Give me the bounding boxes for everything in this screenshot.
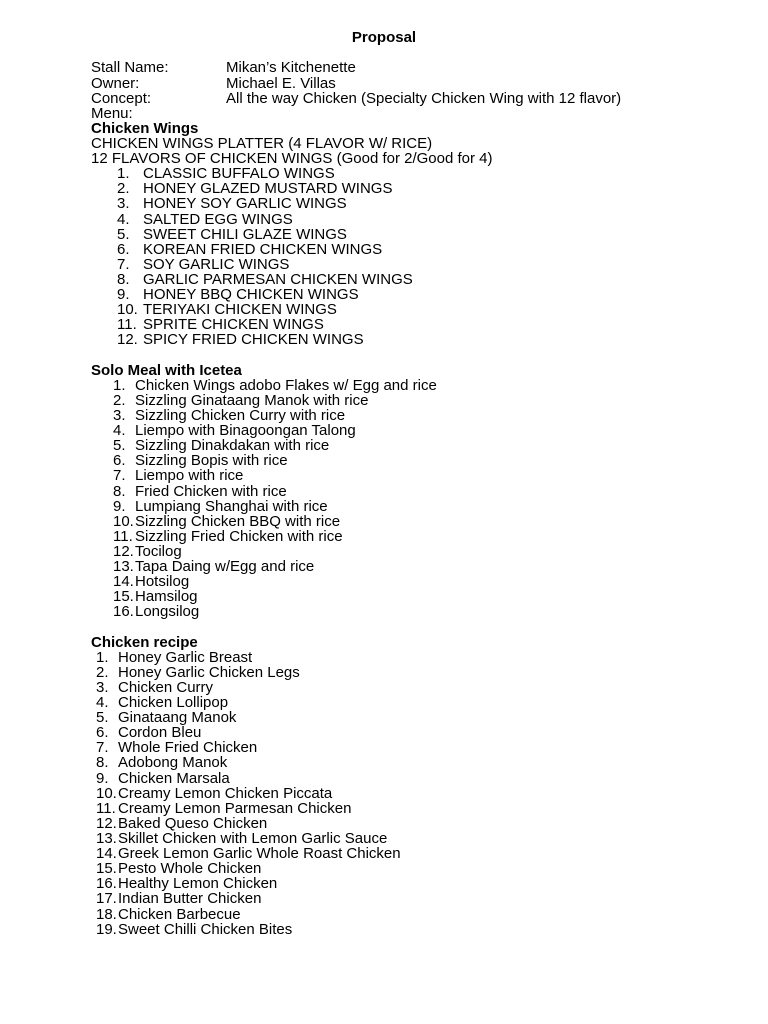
blank-line <box>91 619 731 634</box>
list-number: 18. <box>96 905 117 923</box>
list-number: 1. <box>96 648 109 666</box>
list-item-text: Whole Fried Chicken <box>118 739 258 757</box>
list-number: 1. <box>117 165 130 183</box>
list-item <box>91 786 731 801</box>
list-number: 2. <box>96 663 109 681</box>
list-item <box>91 801 731 816</box>
list-number: 14. <box>113 573 134 591</box>
detail-row-menu <box>91 106 731 121</box>
list-item-text: Honey Garlic Chicken Legs <box>118 663 300 681</box>
list-number: 16. <box>96 875 117 893</box>
list-number: 2. <box>113 391 126 409</box>
list-number: 15. <box>113 588 134 606</box>
list-number: 11. <box>117 316 137 334</box>
list-number: 9. <box>117 286 130 304</box>
list-item-text: HONEY SOY GARLIC WINGS <box>143 195 347 213</box>
list-number: 6. <box>96 724 109 742</box>
list-item <box>91 438 731 453</box>
list-number: 10. <box>96 784 117 802</box>
list-number: 4. <box>96 694 109 712</box>
list-item <box>91 514 731 529</box>
section-heading-chicken-wings: Chicken Wings <box>91 119 199 137</box>
list-item-text: Ginataang Manok <box>118 709 237 727</box>
list-number: 19. <box>96 920 117 938</box>
list-item-text: Creamy Lemon Parmesan Chicken <box>118 799 352 817</box>
list-number: 5. <box>96 709 109 727</box>
list-item-text: Baked Queso Chicken <box>118 814 268 832</box>
chicken-wings-flavor-list <box>91 166 731 347</box>
section-heading-solo-meal: Solo Meal with Icetea <box>91 361 242 379</box>
list-item <box>91 453 731 468</box>
list-number: 4. <box>113 422 126 440</box>
list-number: 13. <box>96 830 117 848</box>
list-item <box>91 907 731 922</box>
list-item-text: Adobong Manok <box>118 754 228 772</box>
platter-line: CHICKEN WINGS PLATTER (4 FLAVOR W/ RICE) <box>91 134 433 152</box>
detail-label: Owner: <box>91 74 140 92</box>
list-item-text: Cordon Bleu <box>118 724 202 742</box>
list-number: 2. <box>117 180 130 198</box>
section-heading-chicken-recipe: Chicken recipe <box>91 633 198 651</box>
list-number: 3. <box>117 195 130 213</box>
list-item-text: SALTED EGG WINGS <box>143 210 293 228</box>
list-number: 6. <box>113 452 126 470</box>
document-title: Proposal <box>351 29 417 46</box>
list-item <box>91 423 731 438</box>
list-item <box>91 317 731 332</box>
list-item <box>91 393 731 408</box>
list-item-text: Healthy Lemon Chicken <box>118 875 278 893</box>
list-item <box>91 740 731 755</box>
list-item-text: SPRITE CHICKEN WINGS <box>143 316 324 334</box>
list-item <box>91 499 731 514</box>
list-item-text: Chicken Curry <box>118 678 214 696</box>
detail-label: Concept: <box>91 89 152 107</box>
list-item <box>91 302 731 317</box>
chicken-recipe-list <box>91 650 731 937</box>
list-item <box>91 665 731 680</box>
list-number: 9. <box>113 497 126 515</box>
list-item-text: Tapa Daing w/Egg and rice <box>135 558 315 576</box>
list-item-text: Sizzling Dinakdakan with rice <box>135 437 330 455</box>
list-item <box>91 604 731 619</box>
list-item-text: TERIYAKI CHICKEN WINGS <box>143 301 337 319</box>
list-item <box>91 212 731 227</box>
detail-row-stall-name <box>91 60 731 75</box>
list-number: 4. <box>117 210 130 228</box>
list-number: 8. <box>113 482 126 500</box>
list-item-text: SOY GARLIC WINGS <box>143 255 290 273</box>
list-item <box>91 589 731 604</box>
list-item <box>91 861 731 876</box>
list-item <box>91 650 731 665</box>
list-item-text: Pesto Whole Chicken <box>118 860 262 878</box>
list-item-text: Tocilog <box>135 542 182 560</box>
list-item <box>91 725 731 740</box>
list-item-text: Chicken Lollipop <box>118 694 229 712</box>
list-item-text: Indian Butter Chicken <box>118 890 262 908</box>
list-item-text: Chicken Barbecue <box>118 905 241 923</box>
list-number: 13. <box>113 558 134 576</box>
list-item <box>91 287 731 302</box>
list-item-text: Creamy Lemon Chicken Piccata <box>118 784 333 802</box>
list-item <box>91 484 731 499</box>
solo-meal-list <box>91 378 731 620</box>
list-item <box>91 891 731 906</box>
list-item-text: CLASSIC BUFFALO WINGS <box>143 165 335 183</box>
list-item-text: Greek Lemon Garlic Whole Roast Chicken <box>118 845 401 863</box>
list-item-text: Sizzling Fried Chicken with rice <box>135 527 343 545</box>
list-item-text: Longsilog <box>135 603 200 621</box>
detail-label: Stall Name: <box>91 59 169 77</box>
detail-value: Mikan’s Kitchenette <box>226 59 356 77</box>
list-number: 10. <box>113 512 134 530</box>
list-item <box>91 408 731 423</box>
list-item-text: Liempo with Binagoongan Talong <box>135 422 356 440</box>
list-item <box>91 559 731 574</box>
list-item <box>91 544 731 559</box>
list-item-text: Honey Garlic Breast <box>118 648 253 666</box>
list-item <box>91 831 731 846</box>
list-number: 9. <box>96 769 109 787</box>
detail-value: Michael E. Villas <box>226 74 336 92</box>
list-number: 8. <box>117 270 130 288</box>
list-number: 1. <box>113 376 126 394</box>
list-item-text: Sizzling Chicken Curry with rice <box>135 406 346 424</box>
list-item <box>91 468 731 483</box>
list-item-text: Liempo with rice <box>135 467 244 485</box>
list-item-text: KOREAN FRIED CHICKEN WINGS <box>143 240 383 258</box>
detail-label: Menu: <box>91 104 133 122</box>
list-item-text: HONEY GLAZED MUSTARD WINGS <box>143 180 393 198</box>
list-item <box>91 227 731 242</box>
list-item-text: Chicken Marsala <box>118 769 230 787</box>
list-item-text: Chicken Wings adobo Flakes w/ Egg and rice <box>135 376 437 394</box>
list-number: 7. <box>117 255 130 273</box>
list-item-text: SWEET CHILI GLAZE WINGS <box>143 225 347 243</box>
list-item-text: SPICY FRIED CHICKEN WINGS <box>143 331 364 349</box>
list-item-text: Lumpiang Shanghai with rice <box>135 497 328 515</box>
list-number: 11. <box>113 527 133 545</box>
proposal-body <box>91 60 731 936</box>
list-item <box>91 272 731 287</box>
list-number: 3. <box>113 406 126 424</box>
list-item <box>91 242 731 257</box>
list-number: 17. <box>96 890 117 908</box>
list-item-text: Skillet Chicken with Lemon Garlic Sauce <box>118 830 388 848</box>
list-number: 5. <box>113 437 126 455</box>
list-number: 11. <box>96 799 116 817</box>
list-item <box>91 257 731 272</box>
list-item <box>91 755 731 770</box>
list-item <box>91 166 731 181</box>
list-item-text: GARLIC PARMESAN CHICKEN WINGS <box>143 270 413 288</box>
list-item <box>91 680 731 695</box>
list-item <box>91 695 731 710</box>
list-number: 5. <box>117 225 130 243</box>
list-item-text: Hotsilog <box>135 573 190 591</box>
list-number: 12. <box>113 542 134 560</box>
list-number: 10. <box>117 301 138 319</box>
list-item <box>91 876 731 891</box>
list-item-text: Sizzling Bopis with rice <box>135 452 288 470</box>
list-item-text: Sizzling Ginataang Manok with rice <box>135 391 369 409</box>
list-item-text: HONEY BBQ CHICKEN WINGS <box>143 286 359 304</box>
list-number: 15. <box>96 860 117 878</box>
detail-row-concept <box>91 91 731 106</box>
list-number: 12. <box>117 331 138 349</box>
list-item <box>91 196 731 211</box>
list-number: 7. <box>113 467 126 485</box>
list-item <box>91 181 731 196</box>
detail-row-owner <box>91 76 731 91</box>
flavors-line: 12 FLAVORS OF CHICKEN WINGS (Good for 2/Good for 4) <box>91 150 493 168</box>
list-number: 16. <box>113 603 134 621</box>
list-number: 7. <box>96 739 109 757</box>
list-item <box>91 846 731 861</box>
list-item-text: Sweet Chilli Chicken Bites <box>118 920 293 938</box>
list-item <box>91 816 731 831</box>
list-item <box>91 771 731 786</box>
list-number: 12. <box>96 814 117 832</box>
list-item <box>91 332 731 347</box>
list-item-text: Hamsilog <box>135 588 198 606</box>
list-number: 8. <box>96 754 109 772</box>
list-item <box>91 529 731 544</box>
list-item <box>91 574 731 589</box>
list-number: 14. <box>96 845 117 863</box>
list-item <box>91 922 731 937</box>
list-item <box>91 378 731 393</box>
list-number: 6. <box>117 240 130 258</box>
blank-line <box>91 348 731 363</box>
detail-value: All the way Chicken (Specialty Chicken Wing with 12 flavor) <box>226 89 622 107</box>
list-item <box>91 710 731 725</box>
list-item-text: Sizzling Chicken BBQ with rice <box>135 512 341 530</box>
list-item-text: Fried Chicken with rice <box>135 482 287 500</box>
list-number: 3. <box>96 678 109 696</box>
